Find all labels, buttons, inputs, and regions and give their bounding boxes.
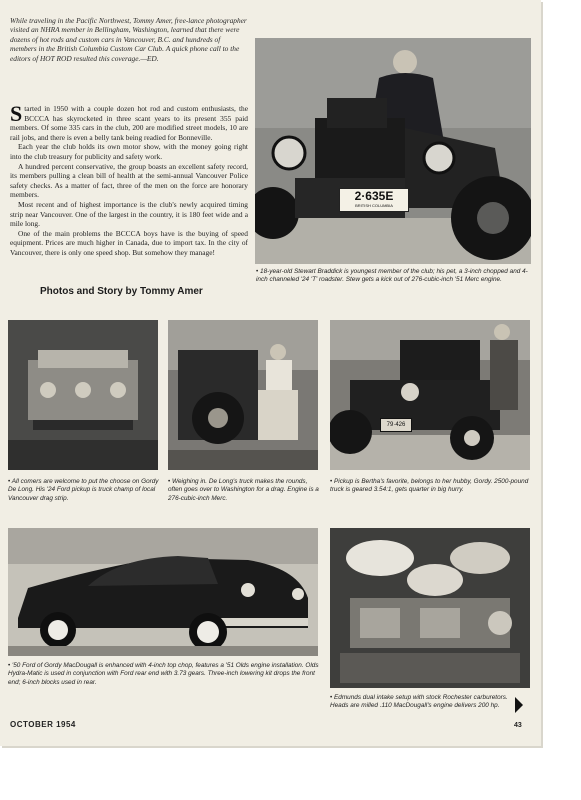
article-body: [10, 101, 248, 258]
photo-roadster: [255, 38, 531, 264]
caption-weighing-in: • Weighing in. De Long's truck makes the rounds, often goes over to Washington for a drag. Engine is a 276-cubic-inch Merc.: [168, 478, 319, 502]
drop-cap: S: [10, 101, 23, 126]
paragraph-4: Most recent and of highest importance is the club's newly acquired timing strip near Vancouver. One of the largest in the country, it is 180 feet wide and a mile long.: [10, 199, 248, 229]
photo-engine: [8, 320, 158, 470]
byline: Photos and Story by Tommy Amer: [40, 286, 203, 297]
caption-roadster: • 18-year-old Stewart Braddick is youngest member of the club; his pet, a 3-inch chopped and 4-inch channeled '24 'T' roadster. Stew gets a kick out of 276-cubic-inch '51 Merc engine.: [256, 268, 528, 284]
roadster-illustration: [255, 38, 531, 264]
issue-date: OCTOBER 1954: [10, 720, 76, 729]
paragraph-2: Each year the club holds its own motor show, with the money going right into the club treasury for publicity and safety work.: [10, 142, 248, 161]
pickup-illustration: [330, 320, 530, 470]
page-number: 43: [514, 722, 522, 729]
caption-engine: • All comers are welcome to put the choose on Gordy De Long. His '24 Ford pickup is truck champ of local Vancouver drag strip.: [8, 478, 159, 502]
photo-weighing-in: [168, 320, 318, 470]
photo-50-ford: [8, 528, 318, 656]
photo-pickup: [330, 320, 530, 470]
weighing-illustration: [168, 320, 318, 470]
paragraph-3: A hundred percent conservative, the group boasts an excellent safety record, its members pulling a clean bill of health at the semi-annual Vancouver Police safety checks. As a matter of fact, three of the men on the force are honorary members.: [10, 161, 248, 200]
caption-50-ford: • '50 Ford of Gordy MacDougall is enhanced with 4-inch top chop, features a '51 Olds engine installation. Olds Hydra-Matic is used in conjunction with Ford rear end with 3.73 gears. Three-inch lowering kit drops the front end; 6-inch blocks used in rear.: [8, 662, 319, 686]
engine-illustration: [8, 320, 158, 470]
photo-edmunds-intake: [330, 528, 530, 688]
caption-edmunds-intake: • Edmunds dual intake setup with stock Rochester carburetors. Heads are milled .110 MacDougall's engine delivers 200 hp.: [330, 694, 508, 710]
paragraph-1: Started in 1950 with a couple dozen hot rod and custom enthusiasts, the BCCCA has skyrocketed in three scant years to its present 355 paid members. Of some 335 cars in the club, 200 are modified street models, 10 are rail jobs, and there is even a belly tank being readied for Bonneville.: [10, 101, 248, 142]
ford-illustration: [8, 528, 318, 656]
pickup-license-plate: 79·426: [380, 418, 412, 432]
paragraph-5: One of the main problems the BCCCA boys have is the buying of speed equipment. Prices are much higher in Canada, due to import tax. In the city of Vancouver, there is only one speed shop. But somehow they manage!: [10, 228, 248, 257]
editor-intro: While traveling in the Pacific Northwest, Tommy Amer, free-lance photographer visited an NHRA member in Bellingham, Washington, learned that there were dozens of hot rods and custom cars in Vancouver, B.C. and hundreds of members in the British Columbia Custom Car Club. A quick phone call to the editors of HOT ROD resulted this coverage.—ED.: [10, 16, 247, 63]
continue-arrow-icon: [513, 697, 523, 713]
caption-pickup: • Pickup is Bertha's favorite, belongs to her hubby, Gordy. 2500-pound truck is geared 3.54:1, gets quarter in big hurry.: [330, 478, 529, 494]
license-plate: 2·635E BRITISH COLUMBIA: [339, 188, 409, 212]
intake-illustration: [330, 528, 530, 688]
